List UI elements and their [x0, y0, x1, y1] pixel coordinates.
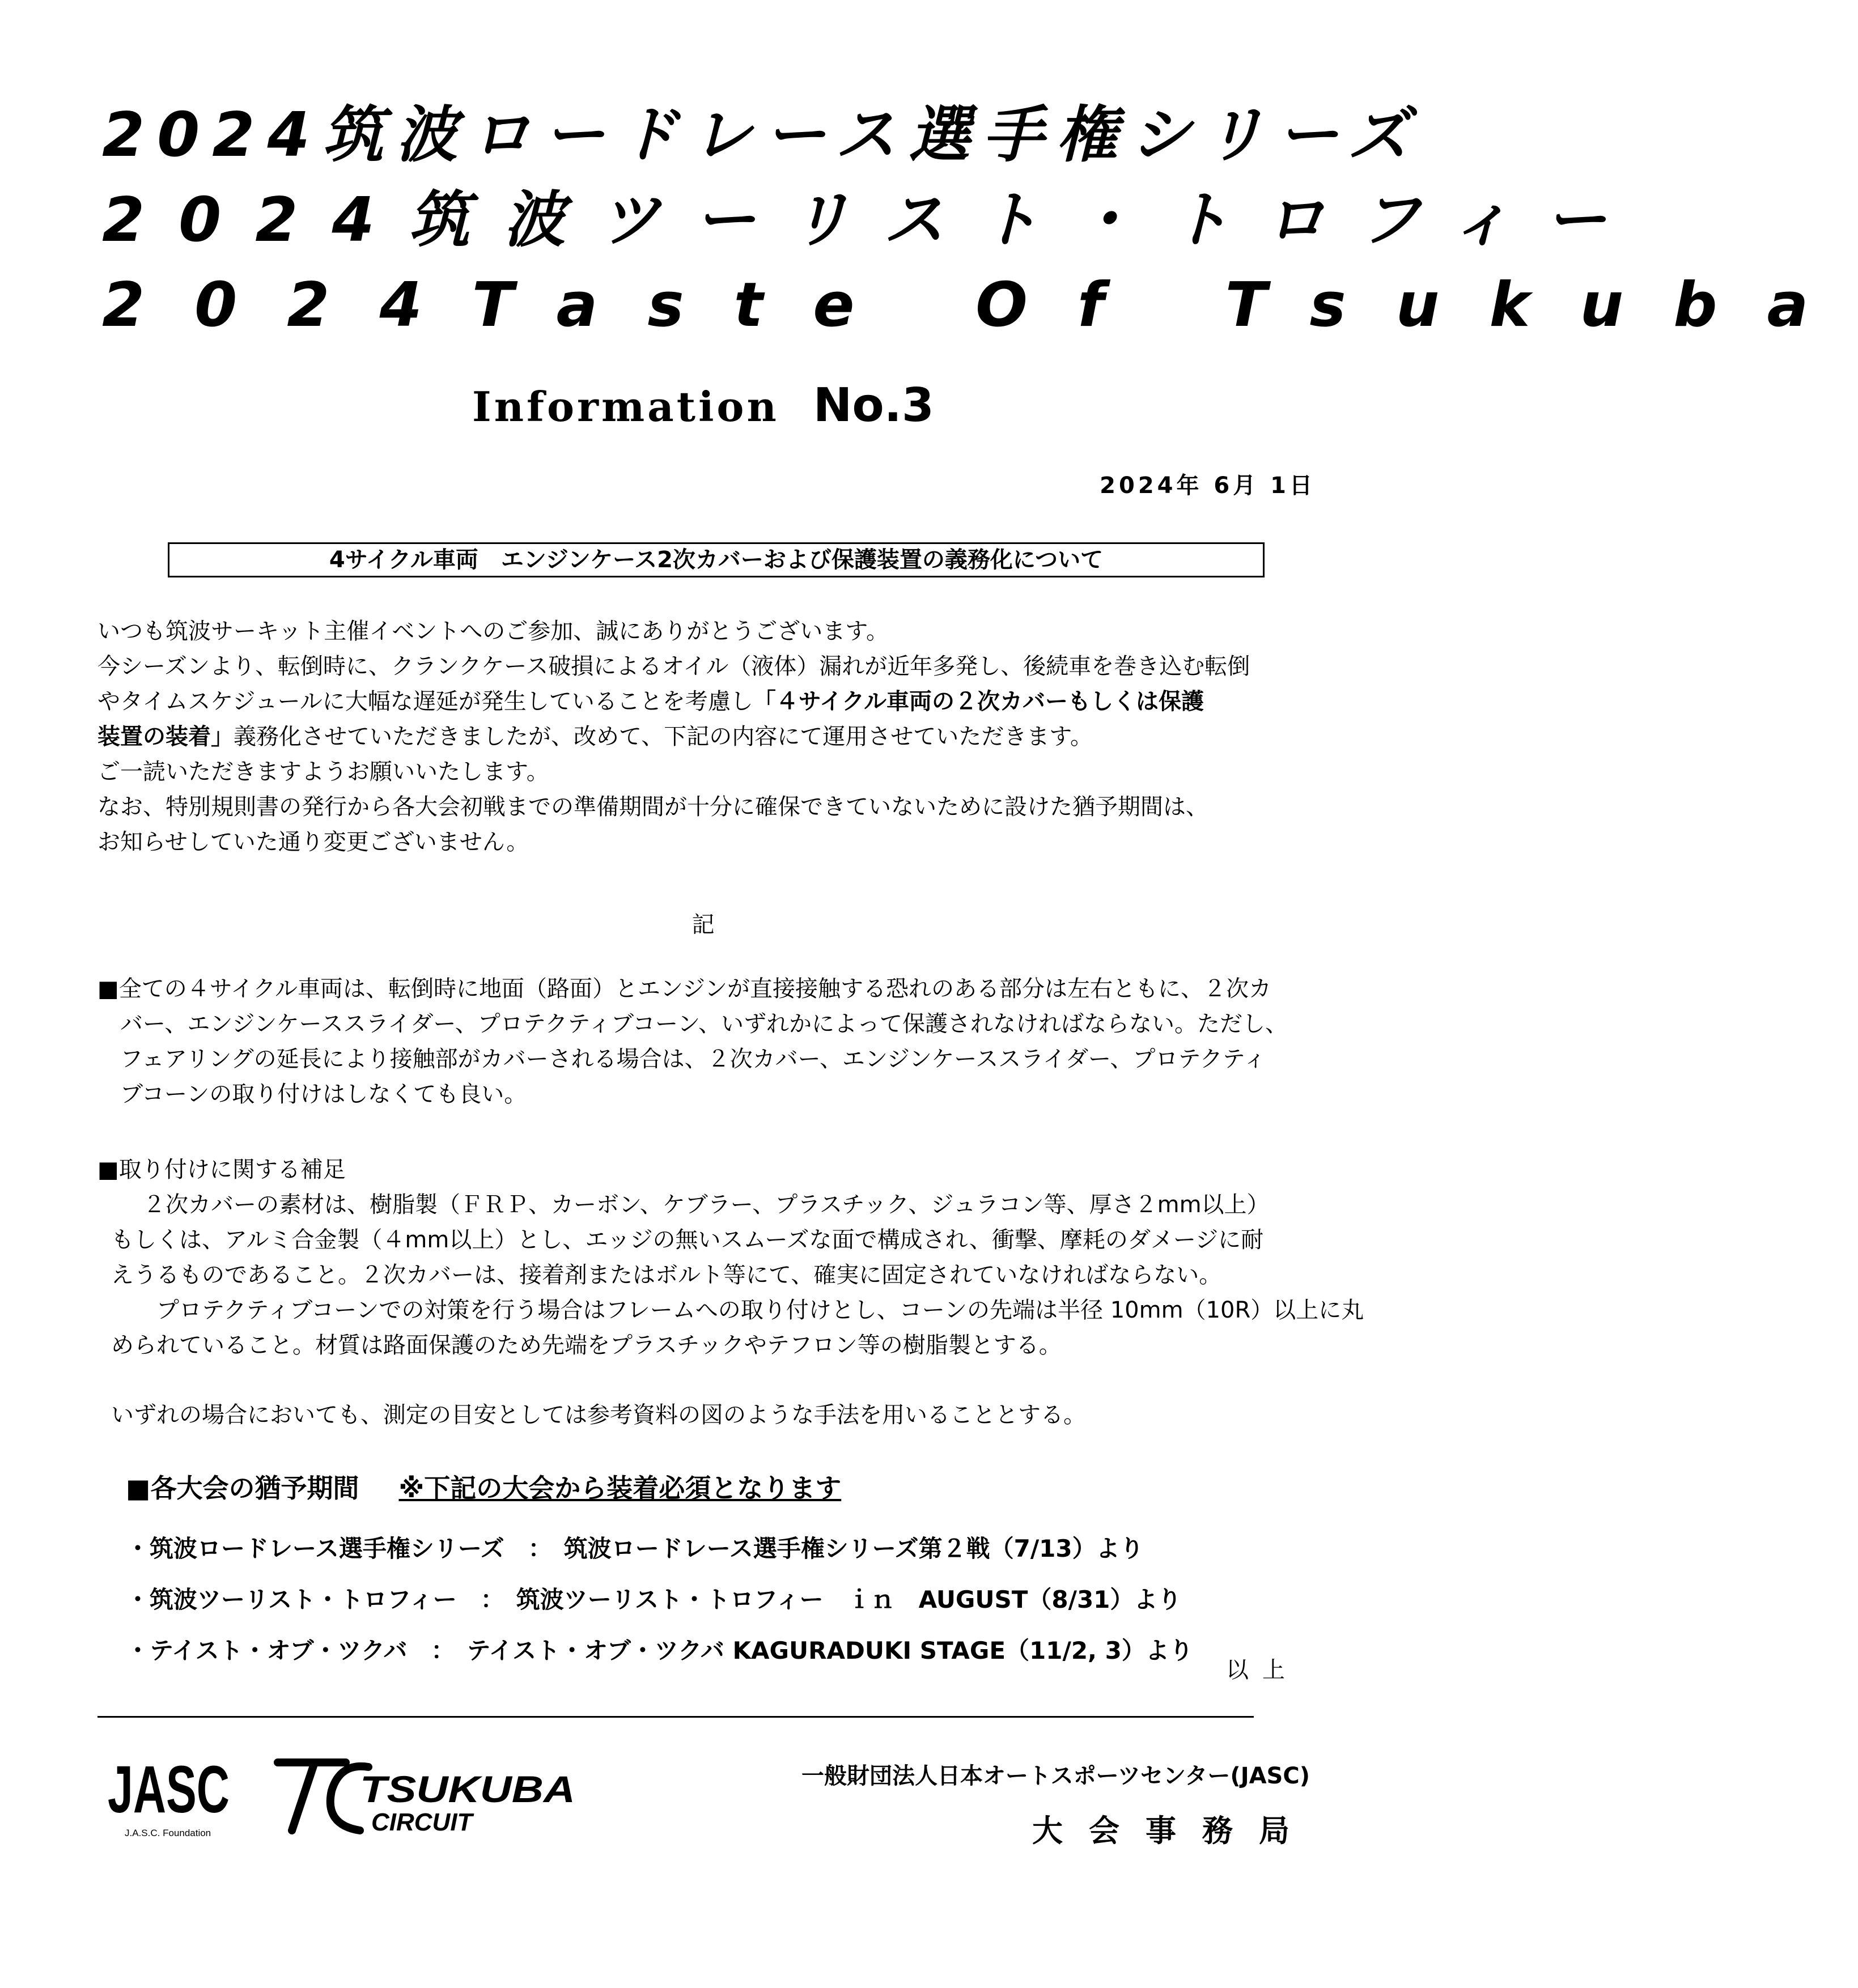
intro-line-1: いつも筑波サーキット主催イベントへのご参加、誠にありがとうございます。 [97, 618, 889, 644]
section2-line-1: ２次カバーの素材は、樹脂製（ＦＲＰ、カーボン、ケブラー、プラスチック、ジュラコン等、厚さ２mm以上） [143, 1192, 1270, 1218]
grace-period-heading: ■各大会の猶予期間 ※下記の大会から装着必須となります [126, 1473, 842, 1503]
information-heading [0, 379, 1406, 432]
information-number: No.3 [813, 379, 934, 432]
section2-line-2: もしくは、アルミ合金製（４mm以上）とし、エッジの無いスムーズな面で構成され、衝撃、摩耗のダメージに耐 [111, 1227, 1264, 1253]
section2-line-3: えうるものであること。２次カバーは、接着剤またはボルト等にて、確実に固定されていなければならない。 [111, 1262, 1222, 1288]
section1-line-1: ■全ての４サイクル車両は、転倒時に地面（路面）とエンジンが直接接触する恐れのある部分は左右ともに、２次カ [97, 976, 1271, 1002]
title-line-3: 2024Taste Of Tsukuba [102, 270, 1858, 341]
intro-line-5: ご一読いただきますようお願いいたします。 [97, 759, 549, 785]
jasc-logo [102, 1745, 238, 1847]
issue-date: 2024年 6月 1日 [1100, 473, 1316, 499]
grace-item-3: ・テイスト・オブ・ツクバ ： テイスト・オブ・ツクバ KAGURADUKI STAGE（11/2, 3）より [126, 1637, 1193, 1664]
section2-line-6: いずれの場合においても、測定の目安としては参考資料の図のような手法を用いることとする。 [111, 1402, 1086, 1428]
tsukuba-circuit-logo [261, 1745, 601, 1847]
title-line-2: 2024筑波ツーリスト・トロフィー [102, 185, 1640, 256]
subject-box: 4サイクル車両 エンジンケース2次カバーおよび保護装置の義務化について [168, 542, 1265, 577]
section1-line-2: バー、エンジンケーススライダー、プロテクティブコーン、いずれかによって保護されなければならない。ただし、 [120, 1011, 1288, 1037]
office-name: 大会事務局 [1032, 1813, 1316, 1849]
ki-mark: 記 [692, 912, 715, 938]
section1-line-3: フェアリングの延長により接触部がカバーされる場合は、２次カバー、エンジンケーススライダー、プロテクティ [120, 1046, 1266, 1072]
grace-item-2: ・筑波ツーリスト・トロフィー ： 筑波ツーリスト・トロフィー ｉｎ AUGUST（8/31）より [126, 1586, 1182, 1613]
tc-logo-sub: CIRCUIT [371, 1808, 473, 1836]
intro-line-7: お知らせしていた通り変更ございません。 [97, 829, 529, 855]
jasc-logo-text: JASC [108, 1752, 230, 1827]
footer-divider [97, 1716, 1254, 1718]
grace-item-1: ・筑波ロードレース選手権シリーズ ： 筑波ロードレース選手権シリーズ第２戦（7/13）より [126, 1535, 1144, 1562]
tc-logo-text: TSUKUBA [360, 1768, 575, 1810]
jasc-logo-sub: J.A.S.C. Foundation [125, 1828, 211, 1838]
organization-name: 一般財団法人日本オートスポーツセンター(JASC) [801, 1763, 1310, 1789]
tc-emblem-icon [278, 1762, 368, 1830]
closing-ijo: 以上 [1226, 1657, 1299, 1683]
section2-heading: ■取り付けに関する補足 [97, 1157, 346, 1183]
grace-period-note: ※下記の大会から装着必須となります [398, 1473, 842, 1503]
intro-line-2: 今シーズンより、転倒時に、クランクケース破損によるオイル（液体）漏れが近年多発し、後続車を巻き込む転倒 [97, 653, 1250, 679]
section2-line-4: プロテクティブコーンでの対策を行う場合はフレームへの取り付けとし、コーンの先端は半径 10mm（10R）以上に丸 [156, 1297, 1364, 1323]
intro-line-4: 装置の装着」義務化させていただきましたが、改めて、下記の内容にて運用させていただきます。 [97, 724, 1093, 750]
intro-line-3: やタイムスケジュールに大幅な遅延が発生していることを考慮し「４サイクル車両の２次カバーもしくは保護 [97, 689, 1204, 715]
section1-line-4: ブコーンの取り付けはしなくても良い。 [120, 1081, 527, 1107]
section2-line-5: められていること。材質は路面保護のため先端をプラスチックやテフロン等の樹脂製とする。 [111, 1332, 1062, 1358]
intro-line-6: なお、特別規則書の発行から各大会初戦までの準備期間が十分に確保できていないために設けた猶予期間は、 [97, 794, 1208, 820]
title-line-1: 2024筑波ロードレース選手権シリーズ [102, 100, 1422, 171]
information-label: Information [472, 383, 779, 431]
